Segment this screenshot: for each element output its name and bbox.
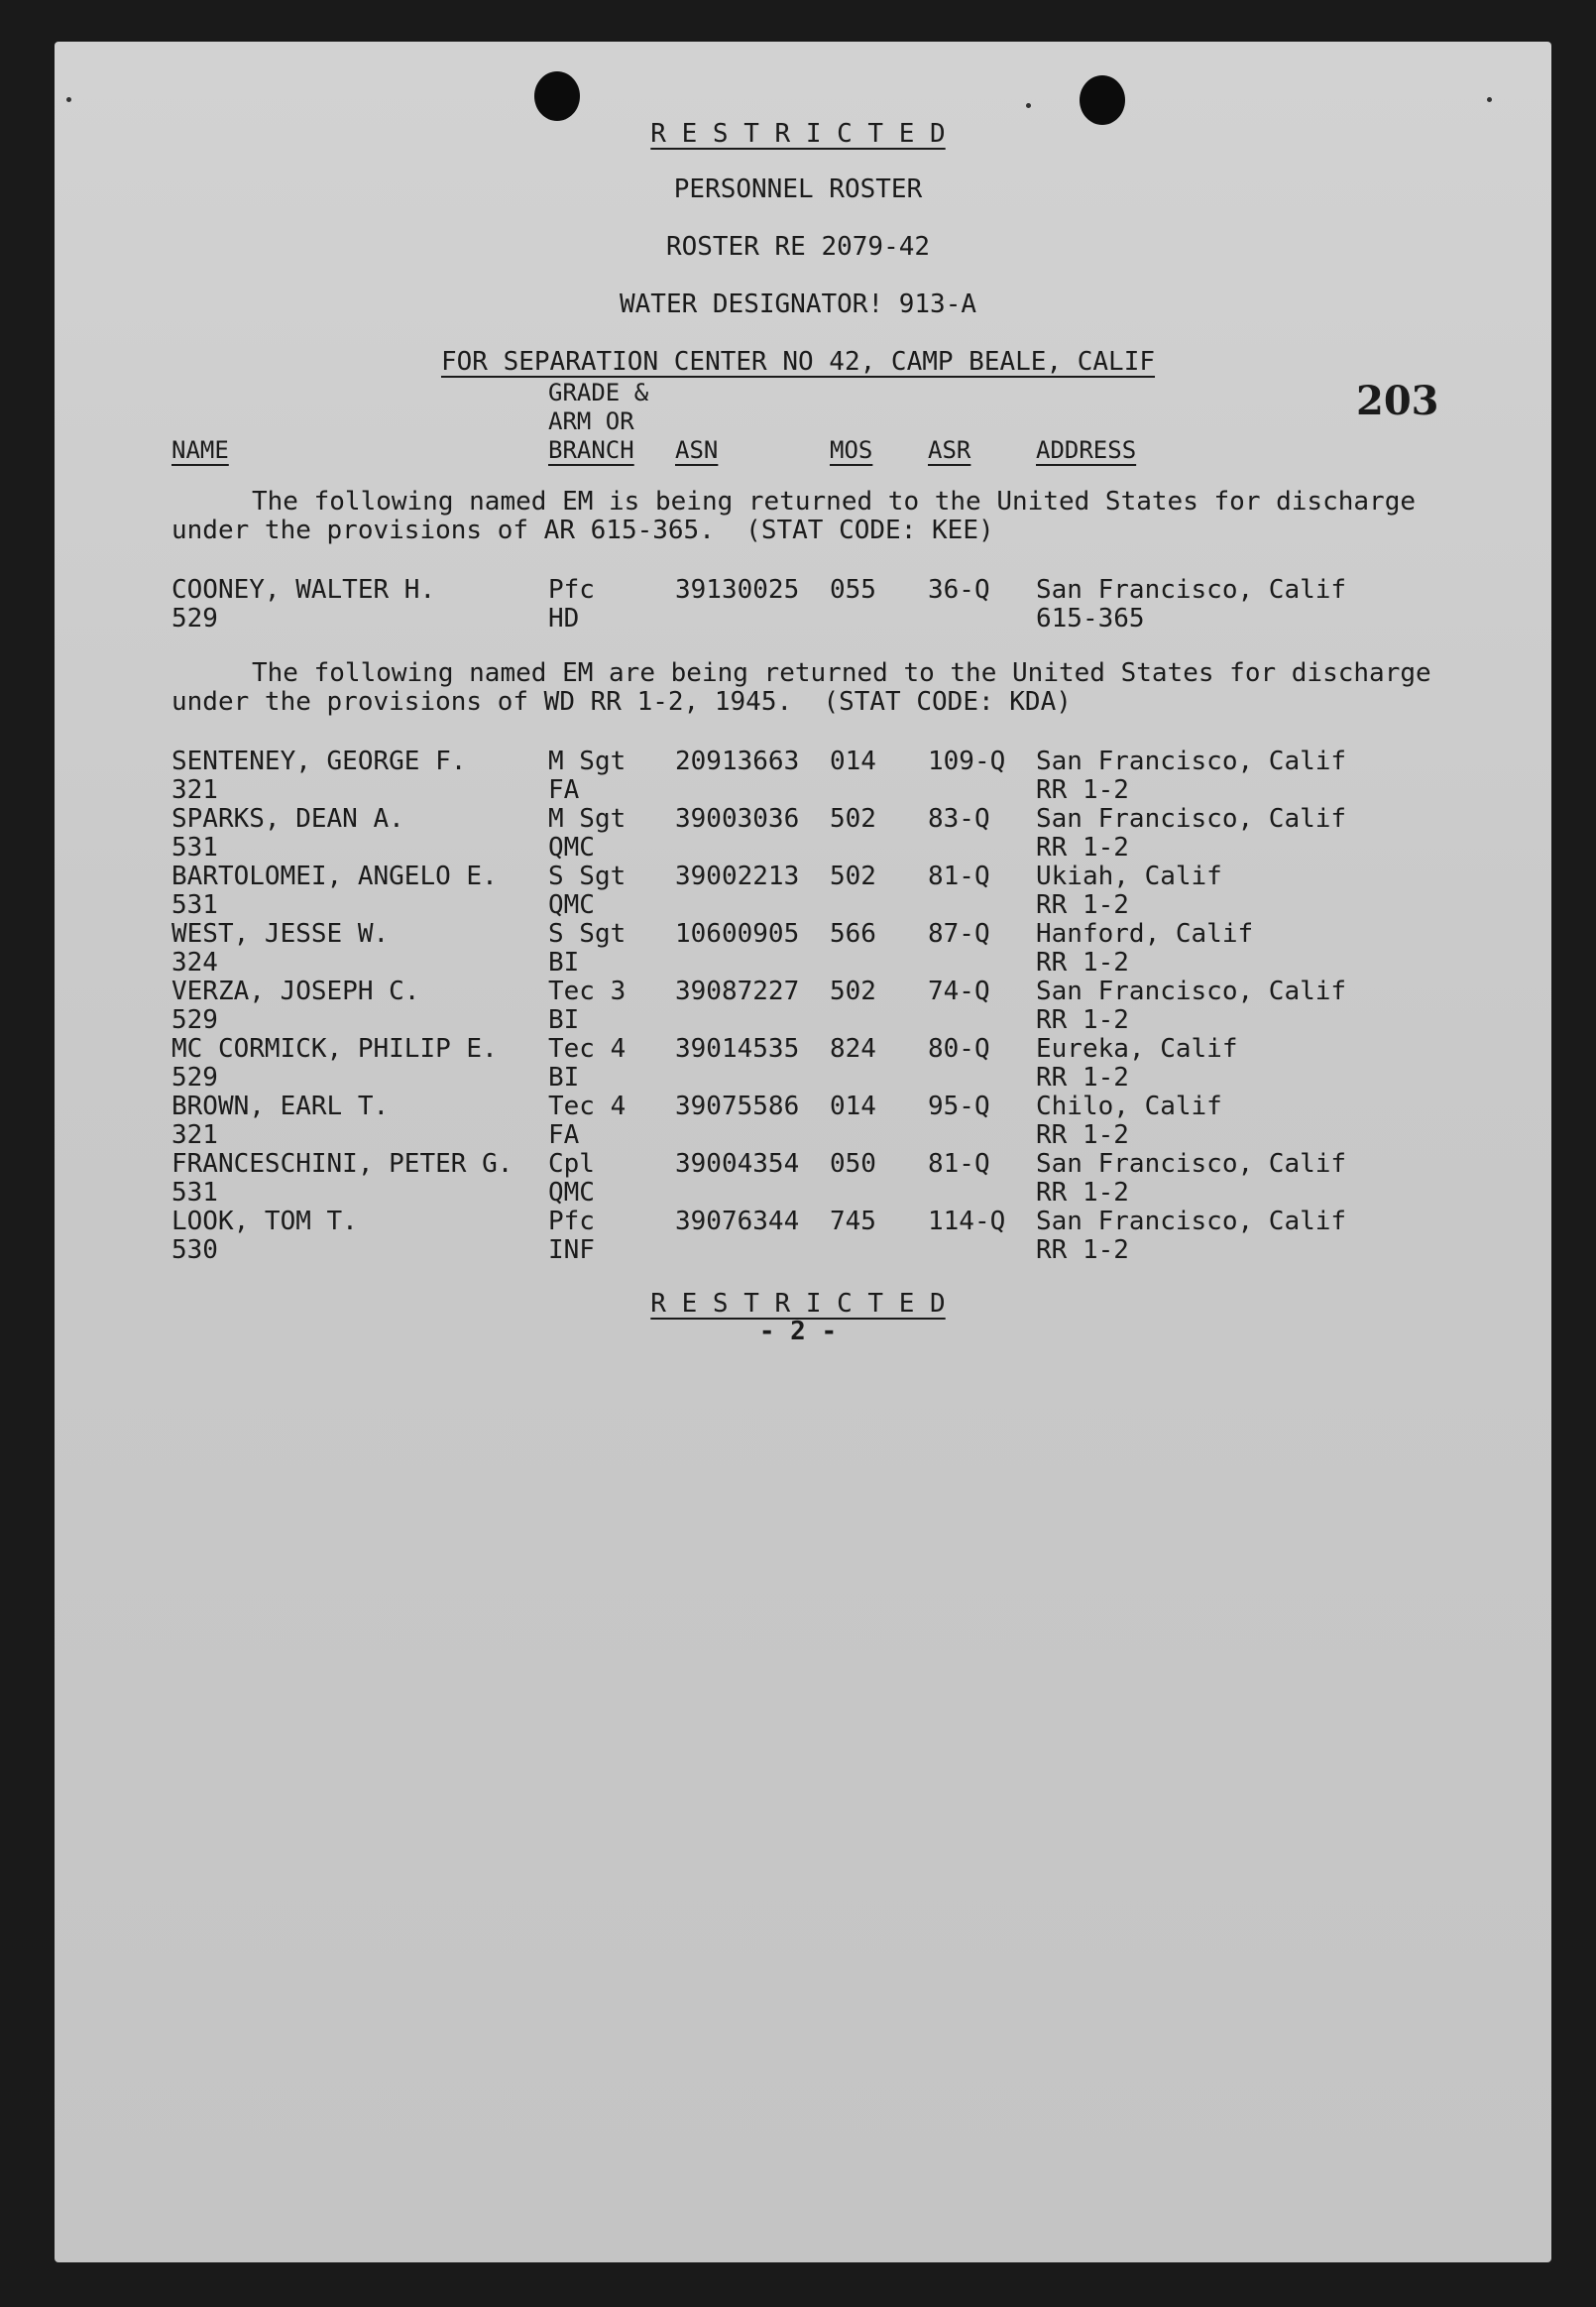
roster-number: ROSTER RE 2079-42 [665,232,931,262]
row-branch: BI [548,948,580,978]
row-address: San Francisco, Calif [1036,977,1347,1006]
row-asr: 81-Q [928,862,990,891]
row-code: 529 [171,1005,218,1035]
row-mos: 745 [830,1207,876,1236]
row-name: SENTENEY, GEORGE F. [171,747,467,776]
row-asn: 39076344 [675,1207,800,1236]
row-mos: 502 [830,862,876,891]
row-branch: QMC [548,1178,595,1208]
col-branch: BRANCH [548,436,634,464]
row-asn: 39004354 [675,1149,800,1179]
col-grade: GRADE & [548,379,649,406]
row-code: 324 [171,948,218,978]
row-code: 321 [171,775,218,805]
row-ref: RR 1-2 [1036,1235,1129,1265]
row-ref: RR 1-2 [1036,775,1129,805]
row-name: FRANCESCHINI, PETER G. [171,1149,513,1179]
section1-line1: The following named EM is being returned to the United States for discharge [252,487,1416,517]
row-asr: 80-Q [928,1034,990,1064]
row-name: COONEY, WALTER H. [171,575,436,605]
col-asn: ASN [675,436,719,464]
row-ref: RR 1-2 [1036,833,1129,863]
restricted-footer: R E S T R I C T E D [650,1289,946,1319]
row-branch: QMC [548,890,595,920]
row-code: 531 [171,890,218,920]
row-asn: 10600905 [675,919,800,949]
row-code: 531 [171,1178,218,1208]
water-designator: WATER DESIGNATOR! 913-A [619,289,977,319]
col-arm: ARM OR [548,407,634,435]
row-mos: 502 [830,977,876,1006]
row-asr: 36-Q [928,575,990,605]
section2-line1: The following named EM are being returned to the United States for discharge [252,658,1431,688]
section1-line2: under the provisions of AR 615-365. (STAT CODE: KEE) [171,516,994,545]
row-code: 529 [171,604,218,634]
row-mos: 502 [830,804,876,834]
row-grade: Cpl [548,1149,595,1179]
row-mos: 050 [830,1149,876,1179]
row-mos: 824 [830,1034,876,1064]
row-grade: S Sgt [548,919,627,949]
row-ref: RR 1-2 [1036,1120,1129,1150]
row-branch: BI [548,1063,580,1093]
row-grade: S Sgt [548,862,627,891]
row-code: 321 [171,1120,218,1150]
row-ref: 615-365 [1036,604,1145,634]
row-asn: 39087227 [675,977,800,1006]
col-name: NAME [171,436,229,464]
row-asr: 83-Q [928,804,990,834]
row-asr: 114-Q [928,1207,1006,1236]
row-address: San Francisco, Calif [1036,1149,1347,1179]
row-grade: M Sgt [548,747,627,776]
page-number: - 2 - [758,1317,838,1346]
row-asn: 39075586 [675,1092,800,1121]
col-asr: ASR [928,436,971,464]
row-grade: M Sgt [548,804,627,834]
speck [1487,97,1492,102]
row-code: 530 [171,1235,218,1265]
row-name: SPARKS, DEAN A. [171,804,404,834]
row-asn: 39003036 [675,804,800,834]
row-mos: 055 [830,575,876,605]
row-grade: Tec 4 [548,1092,627,1121]
row-name: BARTOLOMEI, ANGELO E. [171,862,498,891]
separation-center-line: FOR SEPARATION CENTER NO 42, CAMP BEALE, CALIF [440,347,1156,377]
row-branch: INF [548,1235,595,1265]
row-name: MC CORMICK, PHILIP E. [171,1034,498,1064]
row-branch: BI [548,1005,580,1035]
row-name: BROWN, EARL T. [171,1092,390,1121]
row-grade: Pfc [548,1207,595,1236]
row-mos: 566 [830,919,876,949]
row-name: LOOK, TOM T. [171,1207,358,1236]
row-asn: 20913663 [675,747,800,776]
restricted-header: R E S T R I C T E D [650,119,946,149]
row-asn: 39002213 [675,862,800,891]
row-name: VERZA, JOSEPH C. [171,977,420,1006]
row-address: San Francisco, Calif [1036,1207,1347,1236]
row-address: San Francisco, Calif [1036,575,1347,605]
col-mos: MOS [830,436,873,464]
row-branch: HD [548,604,580,634]
row-address: Ukiah, Calif [1036,862,1222,891]
row-asr: 109-Q [928,747,1006,776]
row-name: WEST, JESSE W. [171,919,390,949]
row-ref: RR 1-2 [1036,890,1129,920]
row-asr: 95-Q [928,1092,990,1121]
punch-hole-right [1080,75,1125,125]
row-address: San Francisco, Calif [1036,747,1347,776]
row-address: Eureka, Calif [1036,1034,1238,1064]
page-stamp: 203 [1356,378,1439,424]
roster-title: PERSONNEL ROSTER [673,174,923,204]
row-code: 529 [171,1063,218,1093]
punch-hole-left [534,71,580,121]
row-ref: RR 1-2 [1036,1063,1129,1093]
row-grade: Pfc [548,575,595,605]
row-address: Chilo, Calif [1036,1092,1222,1121]
section2-line2: under the provisions of WD RR 1-2, 1945. (STAT CODE: KDA) [171,687,1072,717]
row-address: San Francisco, Calif [1036,804,1347,834]
row-branch: QMC [548,833,595,863]
row-asr: 81-Q [928,1149,990,1179]
row-asr: 87-Q [928,919,990,949]
row-address: Hanford, Calif [1036,919,1254,949]
row-code: 531 [171,833,218,863]
row-ref: RR 1-2 [1036,1178,1129,1208]
row-grade: Tec 3 [548,977,627,1006]
row-mos: 014 [830,747,876,776]
speck [1026,103,1031,108]
row-ref: RR 1-2 [1036,948,1129,978]
row-branch: FA [548,1120,580,1150]
row-grade: Tec 4 [548,1034,627,1064]
row-asr: 74-Q [928,977,990,1006]
row-asn: 39130025 [675,575,800,605]
speck [66,97,71,102]
row-asn: 39014535 [675,1034,800,1064]
row-branch: FA [548,775,580,805]
row-ref: RR 1-2 [1036,1005,1129,1035]
col-address: ADDRESS [1036,436,1137,464]
row-mos: 014 [830,1092,876,1121]
